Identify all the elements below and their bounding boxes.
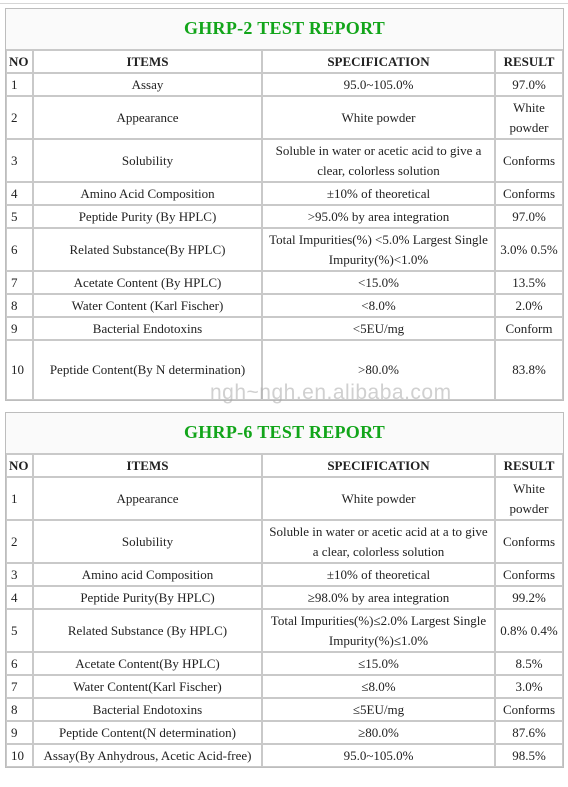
row-result: Conforms bbox=[495, 563, 563, 586]
row-result: 87.6% bbox=[495, 721, 563, 744]
row-spec: ≥98.0% by area integration bbox=[262, 586, 495, 609]
row-item: Peptide Purity(By HPLC) bbox=[33, 586, 262, 609]
row-no: 1 bbox=[6, 73, 33, 96]
table-row bbox=[6, 205, 563, 228]
row-spec: Soluble in water or acetic acid to give a clear, colorless solution bbox=[262, 139, 495, 182]
col-header-items: ITEMS bbox=[33, 50, 262, 73]
col-header-no: NO bbox=[6, 50, 33, 73]
row-item: Bacterial Endotoxins bbox=[33, 698, 262, 721]
row-no: 5 bbox=[6, 609, 33, 652]
row-item: Amino Acid Composition bbox=[33, 182, 262, 205]
header-row bbox=[6, 454, 563, 477]
row-no: 9 bbox=[6, 317, 33, 340]
table-row bbox=[6, 520, 563, 563]
table-row bbox=[6, 73, 563, 96]
row-spec: White powder bbox=[262, 96, 495, 139]
row-no: 4 bbox=[6, 586, 33, 609]
row-item: Solubility bbox=[33, 520, 262, 563]
row-result: 97.0% bbox=[495, 205, 563, 228]
row-item: Appearance bbox=[33, 96, 262, 139]
row-result: 98.5% bbox=[495, 744, 563, 767]
row-spec: White powder bbox=[262, 477, 495, 520]
row-spec: ±10% of theoretical bbox=[262, 182, 495, 205]
row-spec: <5EU/mg bbox=[262, 317, 495, 340]
table-row bbox=[6, 294, 563, 317]
row-no: 1 bbox=[6, 477, 33, 520]
top-divider bbox=[0, 3, 568, 4]
col-header-specification: SPECIFICATION bbox=[262, 454, 495, 477]
row-spec: Soluble in water or acetic acid at a to give a clear, colorless solution bbox=[262, 520, 495, 563]
row-no: 10 bbox=[6, 744, 33, 767]
row-item: Water Content (Karl Fischer) bbox=[33, 294, 262, 317]
col-header-specification: SPECIFICATION bbox=[262, 50, 495, 73]
table-row bbox=[6, 744, 563, 767]
row-no: 3 bbox=[6, 139, 33, 182]
ghrp6-table bbox=[5, 412, 564, 768]
row-item: Related Substance(By HPLC) bbox=[33, 228, 262, 271]
report-title: GHRP-6 TEST REPORT bbox=[183, 422, 386, 442]
row-result: Conforms bbox=[495, 520, 563, 563]
row-item: Related Substance (By HPLC) bbox=[33, 609, 262, 652]
row-spec: ±10% of theoretical bbox=[262, 563, 495, 586]
row-item: Peptide Content(N determination) bbox=[33, 721, 262, 744]
table-row bbox=[6, 652, 563, 675]
table-row bbox=[6, 182, 563, 205]
table-row bbox=[6, 96, 563, 139]
row-spec: <15.0% bbox=[262, 271, 495, 294]
row-result: White powder bbox=[495, 96, 563, 139]
row-result: 99.2% bbox=[495, 586, 563, 609]
row-no: 7 bbox=[6, 271, 33, 294]
row-result: 8.5% bbox=[495, 652, 563, 675]
row-no: 10 bbox=[6, 340, 33, 400]
row-result: 2.0% bbox=[495, 294, 563, 317]
ghrp2-report bbox=[5, 8, 562, 401]
row-no: 7 bbox=[6, 675, 33, 698]
row-no: 8 bbox=[6, 294, 33, 317]
table-row bbox=[6, 477, 563, 520]
row-no: 5 bbox=[6, 205, 33, 228]
row-item: Peptide Purity (By HPLC) bbox=[33, 205, 262, 228]
row-result: 3.0% bbox=[495, 675, 563, 698]
row-spec: ≤8.0% bbox=[262, 675, 495, 698]
row-result: 3.0% 0.5% bbox=[495, 228, 563, 271]
table-row bbox=[6, 317, 563, 340]
row-item: Water Content(Karl Fischer) bbox=[33, 675, 262, 698]
row-item: Amino acid Composition bbox=[33, 563, 262, 586]
col-header-result: RESULT bbox=[495, 454, 563, 477]
ghrp6-report bbox=[5, 412, 562, 768]
table-row bbox=[6, 271, 563, 294]
row-result: Conforms bbox=[495, 182, 563, 205]
table-row bbox=[6, 340, 563, 400]
row-spec: >80.0% bbox=[262, 340, 495, 400]
row-item: Bacterial Endotoxins bbox=[33, 317, 262, 340]
row-spec: 95.0~105.0% bbox=[262, 73, 495, 96]
row-result: Conforms bbox=[495, 139, 563, 182]
row-spec: 95.0~105.0% bbox=[262, 744, 495, 767]
row-spec: ≥80.0% bbox=[262, 721, 495, 744]
row-no: 3 bbox=[6, 563, 33, 586]
watermark-text: ngh~ngh.en.alibaba.com bbox=[210, 381, 452, 404]
row-item: Acetate Content (By HPLC) bbox=[33, 271, 262, 294]
table-row bbox=[6, 228, 563, 271]
row-item: Peptide Content(By N determination) bbox=[33, 340, 262, 400]
header-row bbox=[6, 50, 563, 73]
row-result: 97.0% bbox=[495, 73, 563, 96]
table-row bbox=[6, 139, 563, 182]
row-item: Solubility bbox=[33, 139, 262, 182]
col-header-no: NO bbox=[6, 454, 33, 477]
row-spec: Total Impurities(%) <5.0% Largest Single Impurity(%)<1.0% bbox=[262, 228, 495, 271]
col-header-result: RESULT bbox=[495, 50, 563, 73]
row-spec: ≤5EU/mg bbox=[262, 698, 495, 721]
row-item: Assay bbox=[33, 73, 262, 96]
table-row bbox=[6, 563, 563, 586]
ghrp2-title-cell bbox=[6, 9, 563, 50]
row-result: White powder bbox=[495, 477, 563, 520]
row-result: 83.8% bbox=[495, 340, 563, 400]
table-row bbox=[6, 675, 563, 698]
row-spec: Total Impurities(%)≤2.0% Largest Single Impurity(%)≤1.0% bbox=[262, 609, 495, 652]
row-result: Conforms bbox=[495, 698, 563, 721]
table-row bbox=[6, 586, 563, 609]
row-no: 9 bbox=[6, 721, 33, 744]
row-no: 6 bbox=[6, 652, 33, 675]
row-no: 2 bbox=[6, 96, 33, 139]
table-row bbox=[6, 609, 563, 652]
row-spec: <8.0% bbox=[262, 294, 495, 317]
row-spec: >95.0% by area integration bbox=[262, 205, 495, 228]
table-row bbox=[6, 721, 563, 744]
row-no: 8 bbox=[6, 698, 33, 721]
col-header-items: ITEMS bbox=[33, 454, 262, 477]
ghrp2-table bbox=[5, 8, 564, 401]
table-row bbox=[6, 698, 563, 721]
row-item: Acetate Content(By HPLC) bbox=[33, 652, 262, 675]
report-title: GHRP-2 TEST REPORT bbox=[183, 18, 386, 38]
row-no: 2 bbox=[6, 520, 33, 563]
row-result: 0.8% 0.4% bbox=[495, 609, 563, 652]
row-no: 4 bbox=[6, 182, 33, 205]
row-item: Assay(By Anhydrous, Acetic Acid-free) bbox=[33, 744, 262, 767]
row-item: Appearance bbox=[33, 477, 262, 520]
row-spec: ≤15.0% bbox=[262, 652, 495, 675]
row-result: Conform bbox=[495, 317, 563, 340]
row-no: 6 bbox=[6, 228, 33, 271]
ghrp6-title-cell bbox=[6, 413, 563, 454]
row-result: 13.5% bbox=[495, 271, 563, 294]
